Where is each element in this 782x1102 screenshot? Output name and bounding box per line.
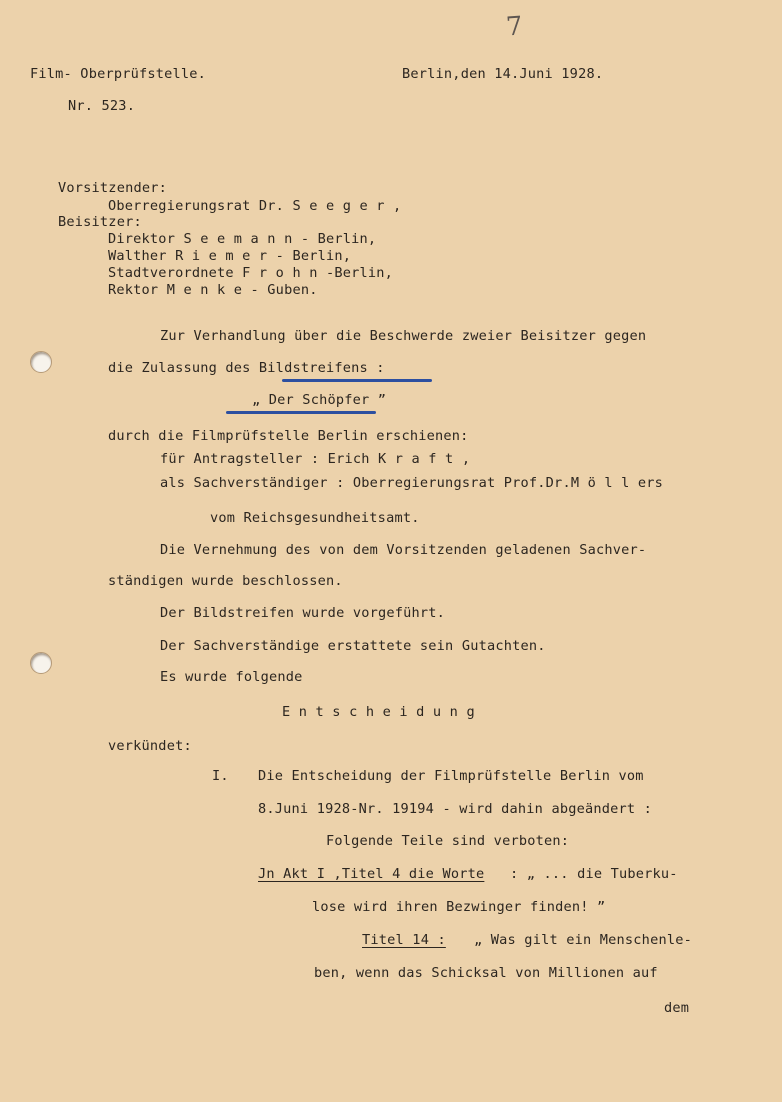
document-number: Nr. 523. [68, 98, 136, 114]
decision-line-4-quote: : „ ... die Tuberku- [510, 866, 678, 882]
decision-line-3: Folgende Teile sind verboten: [326, 833, 570, 849]
punch-hole-bottom [30, 652, 52, 674]
body-line-7: Die Vernehmung des von dem Vorsitzenden geladenen Sachver- [160, 542, 647, 558]
chair-label: Vorsitzender: [58, 180, 167, 196]
body-line-1: Zur Verhandlung über die Beschwerde zweier Beisitzer gegen [160, 328, 647, 344]
decision-line-5: lose wird ihren Bezwinger finden! ” [312, 899, 606, 915]
body-line-11: Es wurde folgende [160, 669, 303, 685]
body-line-3: durch die Filmprüfstelle Berlin erschienen: [108, 428, 469, 444]
film-title: „ Der Schöpfer ” [252, 392, 387, 408]
blue-pencil-underline-1 [282, 379, 432, 382]
body-line-12: verkündet: [108, 738, 192, 754]
decision-line-1: Die Entscheidung der Filmprüfstelle Berlin vom [258, 768, 644, 784]
body-line-8: ständigen wurde beschlossen. [108, 573, 343, 589]
chair-name: Oberregierungsrat Dr. S e e g e r , [108, 198, 402, 214]
decision-line-6-underlined: Titel 14 : [362, 932, 446, 948]
body-line-9: Der Bildstreifen wurde vorgeführt. [160, 605, 446, 621]
body-line-5: als Sachverständiger : Oberregierungsrat Prof.Dr.M ö l l ers [160, 475, 664, 491]
assessor-1: Direktor S e e m a n n - Berlin, [108, 231, 377, 247]
assessor-2: Walther R i e m e r - Berlin, [108, 248, 352, 264]
catchword: dem [664, 1000, 690, 1016]
decision-heading: E n t s c h e i d u n g [282, 704, 475, 720]
punch-hole-top [30, 351, 52, 373]
pencil-page-number: 7 [504, 11, 524, 43]
assessor-3: Stadtverordnete F r o h n -Berlin, [108, 265, 394, 281]
decision-line-4-underlined: Jn Akt I ,Titel 4 die Worte [258, 866, 485, 882]
decision-line-7: ben, wenn das Schicksal von Millionen auf [314, 965, 658, 981]
decision-line-6-quote: „ Was gilt ein Menschenle- [474, 932, 692, 948]
body-line-6: vom Reichsgesundheitsamt. [210, 510, 420, 526]
body-line-4: für Antragsteller : Erich K r a f t , [160, 451, 471, 467]
authority-name: Film- Oberprüfstelle. [30, 66, 207, 82]
assessor-4: Rektor M e n k e - Guben. [108, 282, 318, 298]
body-line-10: Der Sachverständige erstattete sein Gutachten. [160, 638, 546, 654]
decision-numeral: I. [212, 768, 229, 784]
body-line-2: die Zulassung des Bildstreifens : [108, 360, 385, 376]
blue-pencil-underline-2 [226, 411, 376, 414]
assessors-label: Beisitzer: [58, 214, 142, 230]
place-date: Berlin,den 14.Juni 1928. [402, 66, 604, 82]
decision-line-2: 8.Juni 1928-Nr. 19194 - wird dahin abgeändert : [258, 801, 653, 817]
